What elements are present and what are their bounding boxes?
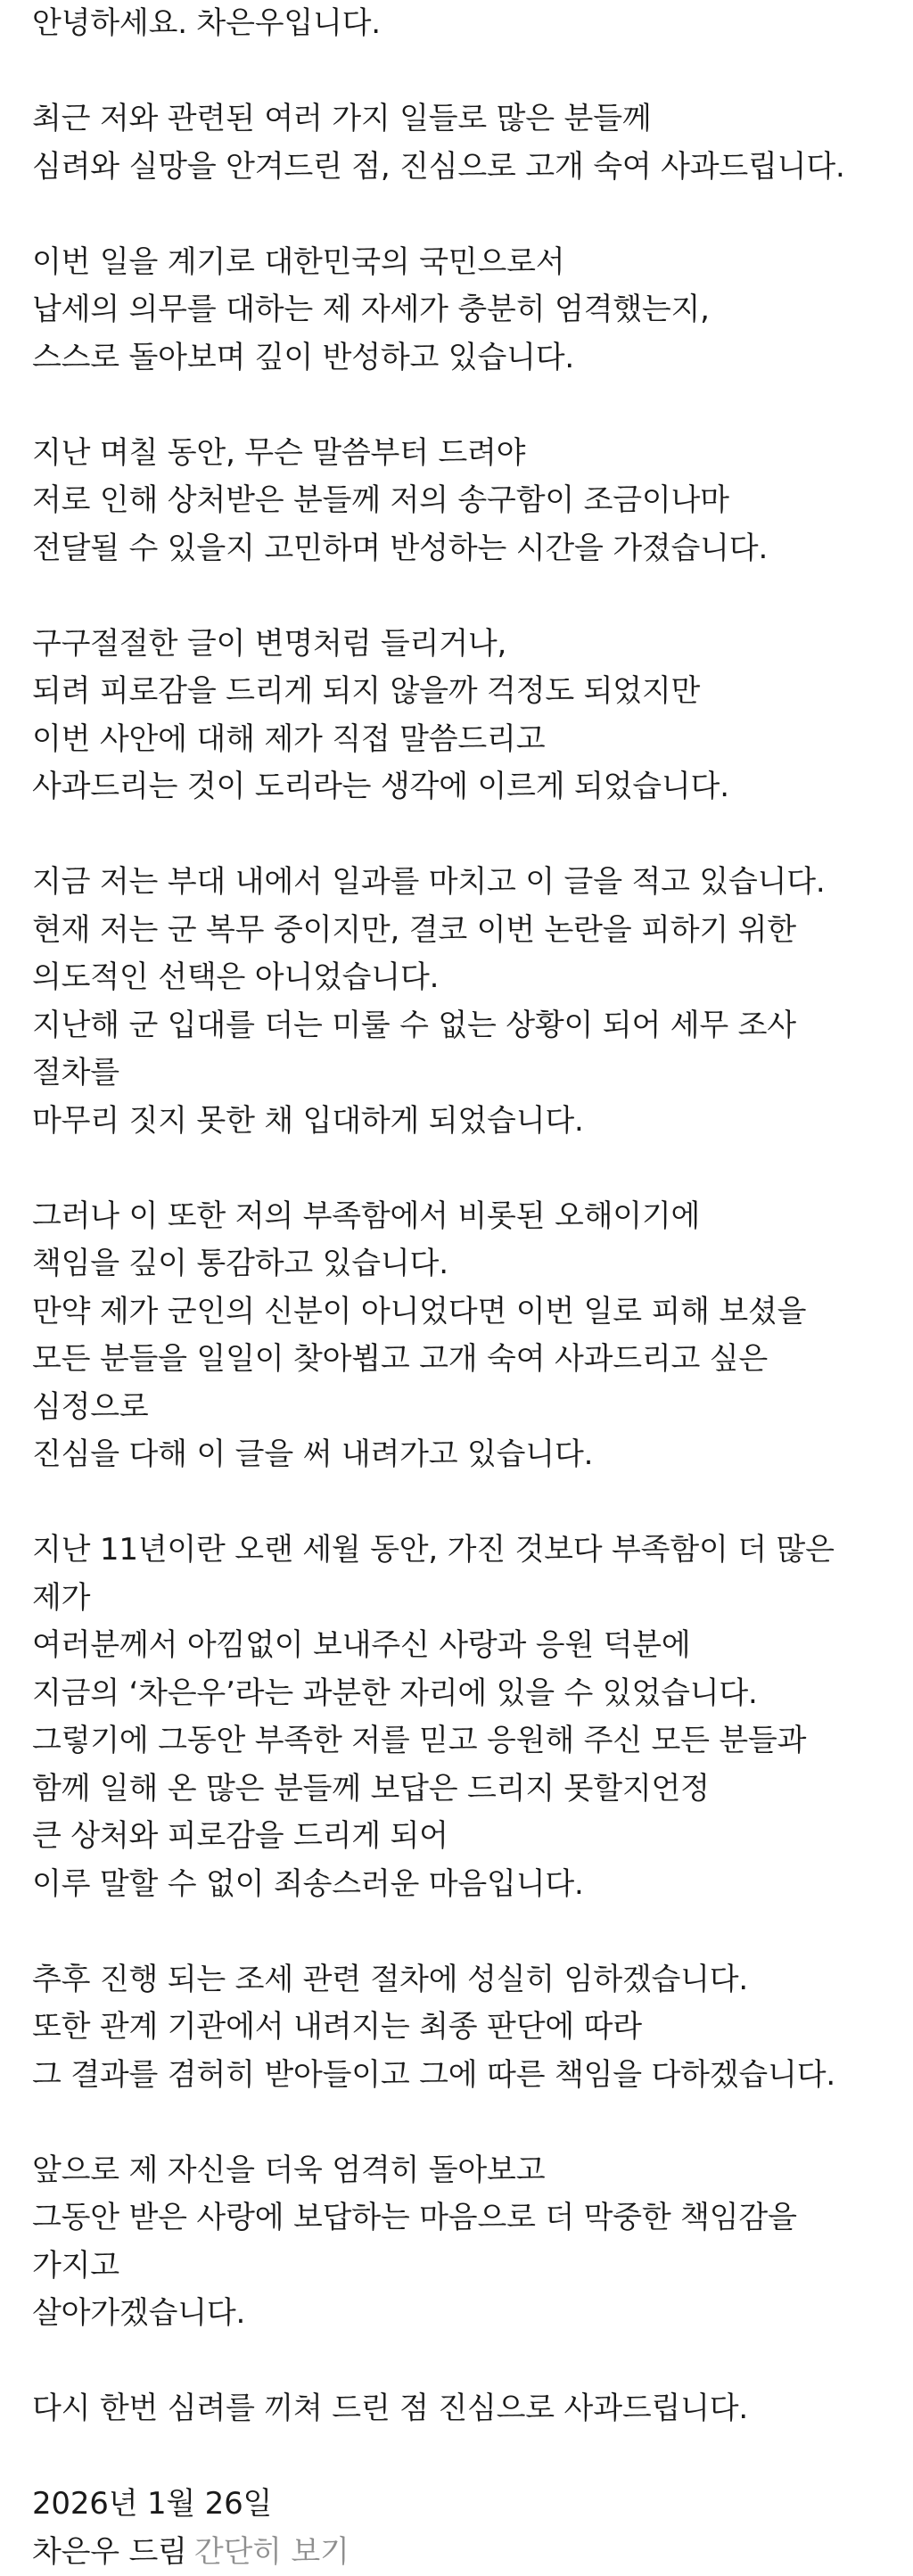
paragraph-gap [32, 1908, 906, 1956]
signature: 차은우 드림 [32, 2534, 187, 2570]
text-line: 진심을 다해 이 글을 써 내려가고 있습니다. [32, 1431, 906, 1479]
text-line: 사과드리는 것이 도리라는 생각에 이르게 되었습니다. [32, 763, 906, 811]
text-line: 현재 저는 군 복무 중이지만, 결코 이번 논란을 피하기 위한 [32, 907, 906, 955]
paragraph [32, 859, 906, 1193]
text-line: 또한 관계 기관에서 내려지는 최종 판단에 따라 [32, 2004, 906, 2052]
post-body [32, 0, 906, 2576]
paragraph [32, 2147, 906, 2386]
paragraph [32, 239, 906, 430]
text-line: 이번 일을 계기로 대한민국의 국민으로서 [32, 239, 906, 287]
paragraph [32, 430, 906, 621]
paragraph-gap [32, 191, 906, 239]
paragraph [32, 2385, 906, 2481]
text-line: 지난 11년이란 오랜 세월 동안, 가진 것보다 부족함이 더 많은 [32, 1527, 906, 1575]
text-line: 되려 피로감을 드리게 되지 않을까 걱정도 되었지만 [32, 668, 906, 716]
text-line: 가지고 [32, 2243, 906, 2291]
paragraph-gap [32, 382, 906, 430]
text-line: 그동안 받은 사랑에 보답하는 마음으로 더 막중한 책임감을 [32, 2194, 906, 2243]
paragraph [32, 95, 906, 239]
paragraph-gap [32, 48, 906, 96]
paragraph-gap [32, 572, 906, 621]
text-line: 다시 한번 심려를 끼쳐 드린 점 진심으로 사과드립니다. [32, 2385, 906, 2433]
text-line: 모든 분들을 일일이 찾아뵙고 고개 숙여 사과드리고 싶은 [32, 1336, 906, 1384]
text-line: 심려와 실망을 안겨드린 점, 진심으로 고개 숙여 사과드립니다. [32, 144, 906, 192]
text-line: 절차를 [32, 1049, 906, 1098]
greeting: 안녕하세요. 차은우입니다. [32, 0, 906, 48]
paragraph-list [32, 95, 906, 2481]
paragraph [32, 1527, 906, 1956]
paragraph [32, 1956, 906, 2147]
text-line: 저로 인해 상처받은 분들께 저의 송구함이 조금이나마 [32, 477, 906, 525]
text-line: 스스로 돌아보며 깊이 반성하고 있습니다. [32, 334, 906, 383]
text-line: 만약 제가 군인의 신분이 아니었다면 이번 일로 피해 보셨을 [32, 1288, 906, 1337]
paragraph [32, 621, 906, 860]
text-line: 제가 [32, 1575, 906, 1623]
text-line: 마무리 짓지 못한 채 입대하게 되었습니다. [32, 1098, 906, 1146]
text-line: 그러나 이 또한 저의 부족함에서 비롯된 오해이기에 [32, 1193, 906, 1241]
text-line: 살아가겠습니다. [32, 2290, 906, 2338]
post-date: 2026년 1월 26일 [32, 2481, 906, 2529]
text-line: 추후 진행 되는 조세 관련 절차에 성실히 임하겠습니다. [32, 1956, 906, 2004]
text-line: 의도적인 선택은 아니었습니다. [32, 954, 906, 1002]
text-line: 전달될 수 있을지 고민하며 반성하는 시간을 가졌습니다. [32, 525, 906, 573]
text-line: 지난해 군 입대를 더는 미룰 수 없는 상황이 되어 세무 조사 [32, 1002, 906, 1050]
paragraph-gap [32, 2099, 906, 2147]
paragraph-gap [32, 811, 906, 860]
text-line: 여러분께서 아낌없이 보내주신 사랑과 응원 덕분에 [32, 1622, 906, 1670]
paragraph-gap [32, 1479, 906, 1527]
signoff-row [32, 2529, 906, 2576]
text-line: 납세의 의무를 대하는 제 자세가 충분히 엄격했는지, [32, 286, 906, 334]
text-line: 최근 저와 관련된 여러 가지 일들로 많은 분들께 [32, 95, 906, 144]
text-line: 심정으로 [32, 1384, 906, 1432]
paragraph-gap [32, 1145, 906, 1193]
text-line: 지금의 ‘차은우’라는 과분한 자리에 있을 수 있었습니다. [32, 1670, 906, 1718]
text-line: 이루 말할 수 없이 죄송스러운 마음입니다. [32, 1861, 906, 1909]
collapse-link[interactable]: 간단히 보기 [194, 2534, 350, 2570]
text-line: 큰 상처와 피로감을 드리게 되어 [32, 1813, 906, 1861]
text-line: 이번 사안에 대해 제가 직접 말씀드리고 [32, 716, 906, 764]
text-line: 앞으로 제 자신을 더욱 엄격히 돌아보고 [32, 2147, 906, 2195]
text-line: 지난 며칠 동안, 무슨 말씀부터 드려야 [32, 430, 906, 478]
paragraph [32, 1193, 906, 1527]
text-line: 그렇기에 그동안 부족한 저를 믿고 응원해 주신 모든 분들과 [32, 1717, 906, 1765]
paragraph-gap [32, 2433, 906, 2481]
text-line: 책임을 깊이 통감하고 있습니다. [32, 1240, 906, 1288]
text-line: 함께 일해 온 많은 분들께 보답은 드리지 못할지언정 [32, 1765, 906, 1814]
text-line: 그 결과를 겸허히 받아들이고 그에 따른 책임을 다하겠습니다. [32, 2052, 906, 2100]
text-line: 구구절절한 글이 변명처럼 들리거나, [32, 621, 906, 669]
paragraph-gap [32, 2338, 906, 2386]
text-line: 지금 저는 부대 내에서 일과를 마치고 이 글을 적고 있습니다. [32, 859, 906, 907]
